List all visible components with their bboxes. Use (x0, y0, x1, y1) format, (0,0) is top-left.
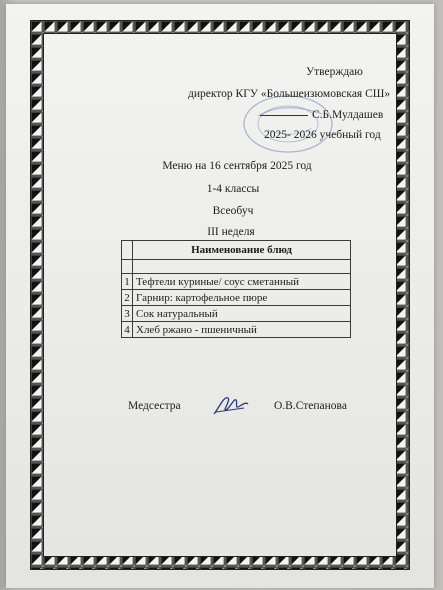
row-dish: Тефтели куриные/ соус сметанный (133, 274, 351, 290)
row-number: 2 (122, 290, 133, 306)
menu-date: Меню на 16 сентября 2025 год (162, 160, 312, 172)
signature-line (260, 115, 308, 116)
row-dish: Гарнир: картофельное пюре (133, 290, 351, 306)
approval-signer-name: С.Б.Мулдашев (312, 109, 384, 121)
nurse-role: Медсестра (128, 400, 181, 412)
table-row (122, 322, 351, 338)
program-label: Всеобуч (212, 205, 254, 217)
week-label: III неделя (207, 226, 255, 238)
approval-title: Утверждаю (306, 66, 363, 78)
table-spacer-num (122, 260, 133, 274)
table-row (122, 290, 351, 306)
table-header-num (122, 241, 133, 260)
row-dish: Сок натуральный (133, 306, 351, 322)
row-dish: Хлеб ржано - пшеничный (133, 322, 351, 338)
row-number: 4 (122, 322, 133, 338)
handwritten-signature (210, 392, 250, 418)
nurse-name: О.В.Степанова (274, 400, 347, 412)
row-number: 3 (122, 306, 133, 322)
table-spacer-cell (133, 260, 351, 274)
menu-table (121, 240, 351, 338)
classes-label: 1-4 классы (206, 183, 260, 195)
table-header-dishes: Наименование блюд (133, 241, 351, 260)
approval-school-year: 2025- 2026 учебный год (264, 129, 381, 141)
table-row (122, 274, 351, 290)
approval-signer (260, 109, 383, 121)
row-number: 1 (122, 274, 133, 290)
approval-position: директор КГУ «Большеизюмовская СШ» (188, 88, 391, 100)
table-row (122, 306, 351, 322)
